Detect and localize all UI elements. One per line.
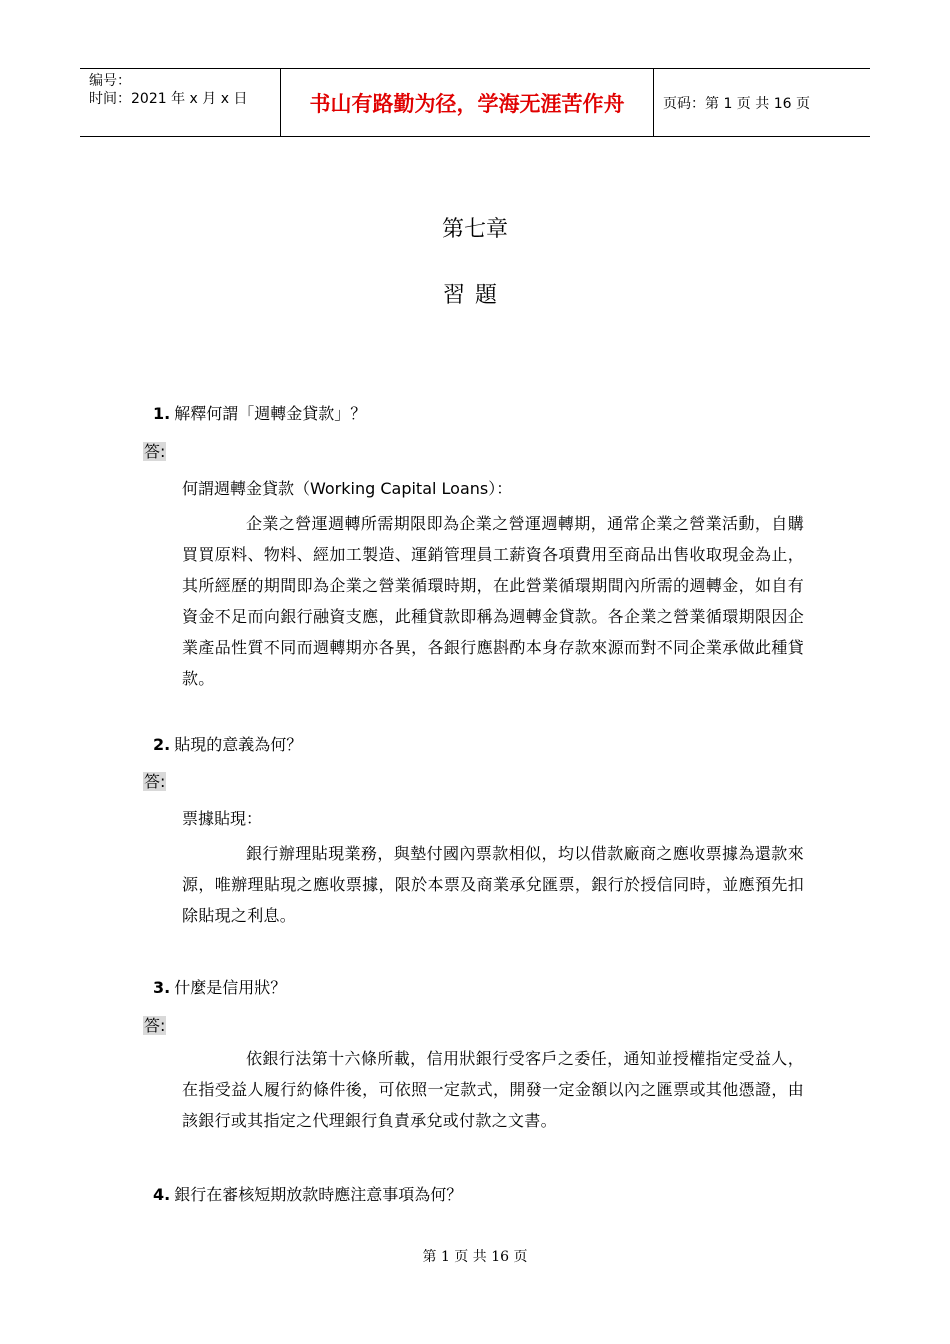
question-number: 1. [153,404,171,423]
question-number: 3. [153,978,171,997]
answer-label: 答: [144,442,166,461]
header-meta-cell [80,69,281,136]
question-2 [153,732,302,755]
time-label: 时间：2021 年 x 月 x 日 [89,91,248,107]
answer-label-3 [143,1013,166,1036]
header-table [80,68,870,137]
answer-label-1 [143,439,166,462]
answer-label-2 [143,769,166,792]
question-1 [153,401,366,424]
header-page-cell [654,69,870,136]
question-4 [153,1182,462,1205]
question-text: 銀行在審核短期放款時應注意事項為何？ [174,1185,463,1204]
answer-label: 答: [144,1016,166,1035]
answer-label: 答: [144,772,166,791]
answer-paragraph-2: 銀行辦理貼現業務，與墊付國內票款相似，均以借款廠商之應收票據為還款來源，唯辦理貼現之應收票據，限於本票及商業承兌匯票，銀行於授信同時，並應預先扣除貼現之利息。 [182,844,804,925]
page-footer: 第 1 页 共 16 页 [422,1249,528,1265]
question-text: 貼現的意義為何？ [174,735,303,754]
question-text: 什麼是信用狀？ [174,978,287,997]
header-motto-cell [281,69,654,136]
question-3 [153,975,286,998]
answer-paragraph-3: 依銀行法第十六條所載，信用狀銀行受客戶之委任，通知並授權指定受益人，在指受益人履行約條件後，可依照一定款式，開發一定金額以內之匯票或其他憑證，由該銀行或其指定之代理銀行負責承兌或付款之文書。 [182,1049,804,1130]
chapter-title: 第七章 [441,217,508,242]
doc-number-label: 编号： [89,73,131,89]
question-number: 4. [153,1185,171,1204]
question-text: 解釋何謂「週轉金貸款」？ [174,404,367,423]
section-title: 習題 [442,283,507,308]
motto-text: 书山有路勤为径，学海无涯苦作舟 [309,90,625,116]
answer-subheading-2: 票據貼現： [182,809,263,828]
answer-subheading-1: 何謂週轉金貸款（Working Capital Loans）： [182,479,513,498]
page-info: 页码：第 1 页 共 16 页 [663,95,810,112]
question-number: 2. [153,735,171,754]
answer-paragraph-1: 企業之營運週轉所需期限即為企業之營運週轉期，通常企業之營業活動，自購買買原料、物料、經加工製造、運銷管理員工薪資各項費用至商品出售收取現金為止，其所經歷的期間即為企業之營業循環時期，在此營業循環期間內所需的週轉金，如自有資金不足而向銀行融資支應，此種貸款即稱為週轉金貸款。各企業之營業循環期限因企業產品性質不同而週轉期亦各異，各銀行應斟酌本身存款來源而對不同企業承做此種貸款。 [182,514,804,688]
